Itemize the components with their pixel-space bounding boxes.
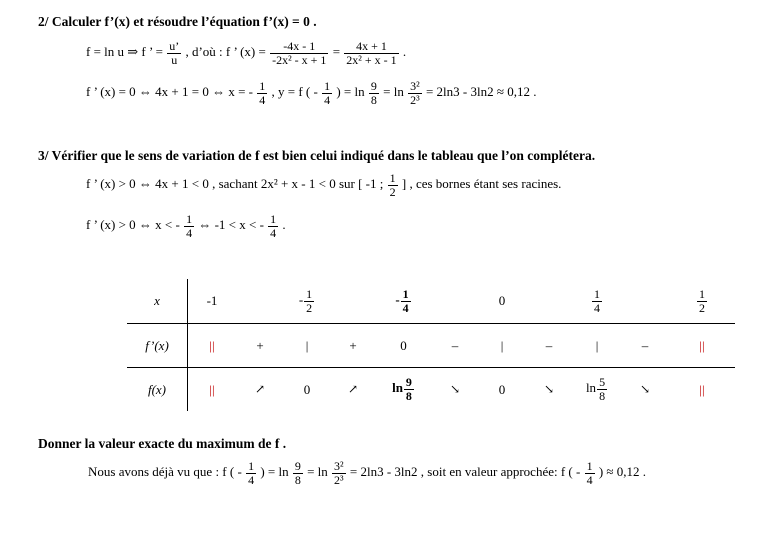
cell-f-max: ln $\frac{9}{8}$ (392, 375, 412, 403)
fraction-one-quarter: $\frac{1}{4}$ (324, 79, 331, 107)
cell-x-minus-quarter: - $\frac{1}{4}$ (395, 286, 409, 315)
doh-text: , d’où : f ’ (x) = (185, 44, 266, 60)
row-label-x: x (127, 279, 188, 324)
sign-condition-line: f ’ (x) > 0 ⇔ 4x + 1 < 0 , sachant 2x² + x - 1 < 0 sur [ -1 ; $\frac{1}{2}$ ] , ces bornes étant ses racines. (86, 171, 562, 199)
fraction-one-quarter: $\frac{1}{4}$ (259, 79, 266, 107)
cell-fprime: – (621, 324, 669, 368)
fraction-one-quarter: $\frac{1}{4}$ (270, 212, 277, 240)
fraction-nine-eighths: $\frac{9}{8}$ (370, 79, 377, 107)
cell-f-ln58: ln $\frac{5}{8}$ (585, 375, 606, 403)
maximum-heading: Donner la valeur exacte du maximum de f . (38, 436, 287, 451)
variation-table (127, 279, 735, 411)
cell-f: || (699, 381, 705, 397)
arrow-down-icon: ↘ (543, 382, 555, 396)
arrow-down-icon: ↘ (639, 382, 651, 396)
fraction-one-quarter: $\frac{1}{4}$ (248, 459, 255, 487)
cell-x-minus-one: -1 (206, 293, 218, 308)
derivative-line: f = ln u ⇒ f ’ = $\frac{u’}{u}$ , d’où : f ’ (x) = $\frac{-4x - 1}{\text{-2x² - x + 1}}$ = $\frac{4x + 1}{\text{2x² + x - 1}}$ . (86, 39, 407, 67)
fraction-one-half: $\frac{1}{2}$ (389, 171, 396, 199)
fraction-one-quarter: $\frac{1}{4}$ (586, 459, 593, 487)
cell-f: || (209, 381, 215, 397)
arrow-up-icon: ↗ (254, 382, 266, 396)
cell-fprime: || (669, 324, 735, 368)
arrow-down-icon: ↘ (449, 382, 461, 396)
row-label-fprime: f’(x) (127, 324, 188, 368)
cell-fprime: 0 (376, 324, 431, 368)
section-2-heading: 2/ Calculer f’(x) et résoudre l’équation f’(x) = 0 . (38, 14, 317, 29)
table-row-f (127, 368, 735, 412)
fraction-nine-eighths: $\frac{9}{8}$ (294, 459, 301, 487)
table-row-x (127, 279, 735, 324)
cell-fprime: + (330, 324, 376, 368)
row-label-f: f(x) (127, 368, 188, 412)
fraction-one-quarter: $\frac{1}{4}$ (186, 212, 193, 240)
cell-fprime: | (573, 324, 621, 368)
cell-fprime: || (188, 324, 237, 368)
cell-f: 0 (303, 381, 311, 397)
interval-line: f ’ (x) > 0 ⇔ x < - $\frac{1}{4}$ ⇔ -1 < x < - $\frac{1}{4}$ . (86, 212, 286, 240)
solve-line: f ’ (x) = 0 ⇔ 4x + 1 = 0 ⇔ x = - $\frac{1}{4}$ , y = f ( - $\frac{1}{4}$ ) = ln $\frac{9}{8}$ = ln $\frac{\text{3²}}{\text{2³}}$ = 2ln3 - 3ln2 ≈ 0,12 . (86, 79, 537, 107)
cell-x-zero: 0 (498, 293, 506, 308)
cell-fprime: | (284, 324, 330, 368)
fraction-powers: $\frac{\text{3²}}{\text{2³}}$ (410, 79, 420, 107)
cell-x-minus-half: - $\frac{1}{2}$ (298, 286, 313, 315)
lhs-text: f = ln u ⇒ f ’ = (86, 44, 163, 60)
fraction-derivative-2: $\frac{4x + 1}{\text{2x² + x - 1}}$ (346, 39, 397, 67)
fraction-derivative-1: $\frac{-4x - 1}{\text{-2x² - x + 1}}$ (272, 39, 327, 67)
cell-f: 0 (498, 381, 506, 397)
section-3-heading: 3/ Vérifier que le sens de variation de f est bien celui indiqué dans le tableau que l’on complétera. (38, 148, 596, 163)
equals-sign: = (332, 44, 341, 60)
cell-fprime: + (236, 324, 284, 368)
cell-fprime: – (525, 324, 573, 368)
maximum-line: Nous avons déjà vu que : f ( - $\frac{1}{4}$ ) = ln $\frac{9}{8}$ = ln $\frac{\text{3²}}{\text{2³}}$ = 2ln3 - 3ln2 , soit en valeur approchée: f ( - $\frac{1}{4}$ ) ≈ 0,12 . (88, 459, 647, 487)
cell-x-half: $\frac{1}{2}$ (699, 286, 705, 315)
fraction-powers: $\frac{\text{3²}}{\text{2³}}$ (334, 459, 344, 487)
cell-fprime: | (479, 324, 525, 368)
table-row-fprime (127, 324, 735, 368)
fraction-u-prime-over-u: $\frac{u’}{u}$ (169, 39, 180, 67)
cell-fprime: – (431, 324, 479, 368)
cell-x-quarter: $\frac{1}{4}$ (594, 286, 600, 315)
arrow-up-icon: ↗ (347, 382, 359, 396)
